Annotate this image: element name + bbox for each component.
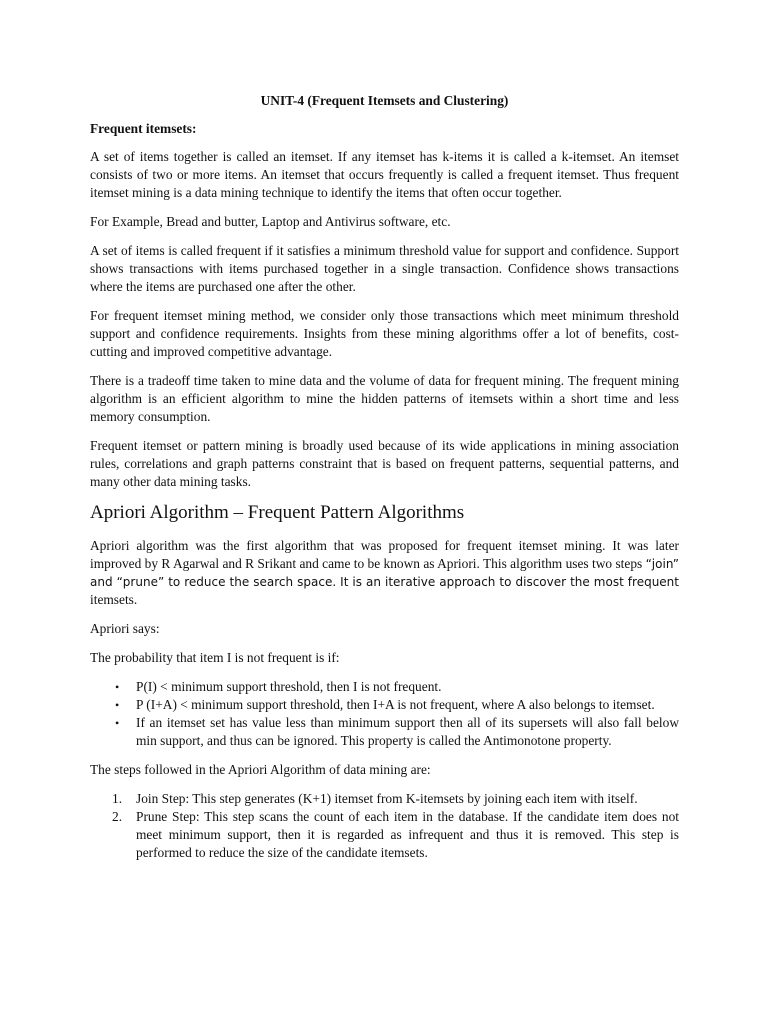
list-item — [90, 714, 679, 750]
list-item-text: P (I+A) < minimum support threshold, then I+A is not frequent, where A also belongs to itemset. — [136, 697, 655, 712]
list-item-text: P(I) < minimum support threshold, then I is not frequent. — [136, 679, 442, 694]
paragraph-apriori-intro — [90, 537, 679, 609]
paragraph-probability: The probability that item I is not frequent is if: — [90, 650, 340, 665]
step-number: 2. — [112, 809, 123, 824]
list-item-text: Join Step: This step generates (K+1) itemset from K-itemsets by joining each item with itself. — [136, 791, 638, 806]
list-item-text: If an itemset set has value less than minimum support then all of its supersets will also fall below min support, and thus can be ignored. This property is called the Antimonotone property. — [136, 715, 679, 748]
bullet-marker: • — [115, 698, 120, 712]
list-item — [90, 678, 679, 696]
apriori-intro-part3: itemsets. — [90, 592, 138, 607]
list-item — [90, 696, 679, 714]
page-title: UNIT-4 (Frequent Itemsets and Clustering) — [260, 93, 509, 108]
step-number: 1. — [112, 791, 123, 806]
subheading-frequent-itemsets: Frequent itemsets: — [90, 121, 197, 136]
paragraph-example: For Example, Bread and butter, Laptop and Antivirus software, etc. — [90, 214, 451, 229]
paragraph-mining-method: For frequent itemset mining method, we consider only those transactions which meet minimum threshold support and confidence requirements. Insights from these mining algorithms offer a lot of benefits, cost-cutting and improved competitive advantage. — [90, 308, 679, 359]
list-item — [90, 808, 679, 862]
paragraph-tradeoff: There is a tradeoff time taken to mine data and the volume of data for frequent mining. The frequent mining algorithm is an efficient algorithm to mine the hidden patterns of itemsets within a short time and less memory consumption. — [90, 373, 679, 424]
apriori-intro-part1: Apriori algorithm was the first algorithm that was proposed for frequent itemset mining. It was later improved by R Agarwal and R Srikant and came to be known as Apriori. This algorithm uses two steps — [90, 538, 679, 571]
apriori-steps-list — [90, 790, 679, 862]
bullet-marker: • — [115, 716, 120, 730]
document-page — [90, 92, 679, 873]
apriori-conditions-list — [90, 678, 679, 750]
list-item-text: Prune Step: This step scans the count of each item in the database. If the candidate item does not meet minimum support, then it is regarded as infrequent and thus it is removed. This step is performed to reduce the size of the candidate itemsets. — [136, 809, 679, 860]
paragraph-applications: Frequent itemset or pattern mining is broadly used because of its wide applications in mining association rules, correlations and graph patterns constraint that is based on frequent patterns, sequential patterns, and many other data mining tasks. — [90, 438, 679, 489]
paragraph-itemset-definition: A set of items together is called an itemset. If any itemset has k-items it is called a k-itemset. An itemset consists of two or more items. An itemset that occurs frequently is called a frequent itemset. Thus frequent itemset mining is a data mining technique to identify the items that often occur together. — [90, 149, 679, 200]
bullet-marker: • — [115, 680, 120, 694]
section-heading-apriori: Apriori Algorithm – Frequent Pattern Algorithms — [90, 502, 465, 523]
apriori-intro-part2: “join” and “prune” to reduce the search space. It is an iterative approach to discover the most frequent — [90, 557, 679, 589]
paragraph-frequent-definition: A set of items is called frequent if it satisfies a minimum threshold value for support and confidence. Support shows transactions with items purchased together in a single transaction. Confidence shows transactions where the items are purchased one after the other. — [90, 243, 679, 294]
list-item — [90, 790, 679, 808]
paragraph-apriori-says: Apriori says: — [90, 621, 160, 636]
paragraph-steps-intro: The steps followed in the Apriori Algorithm of data mining are: — [90, 762, 431, 777]
